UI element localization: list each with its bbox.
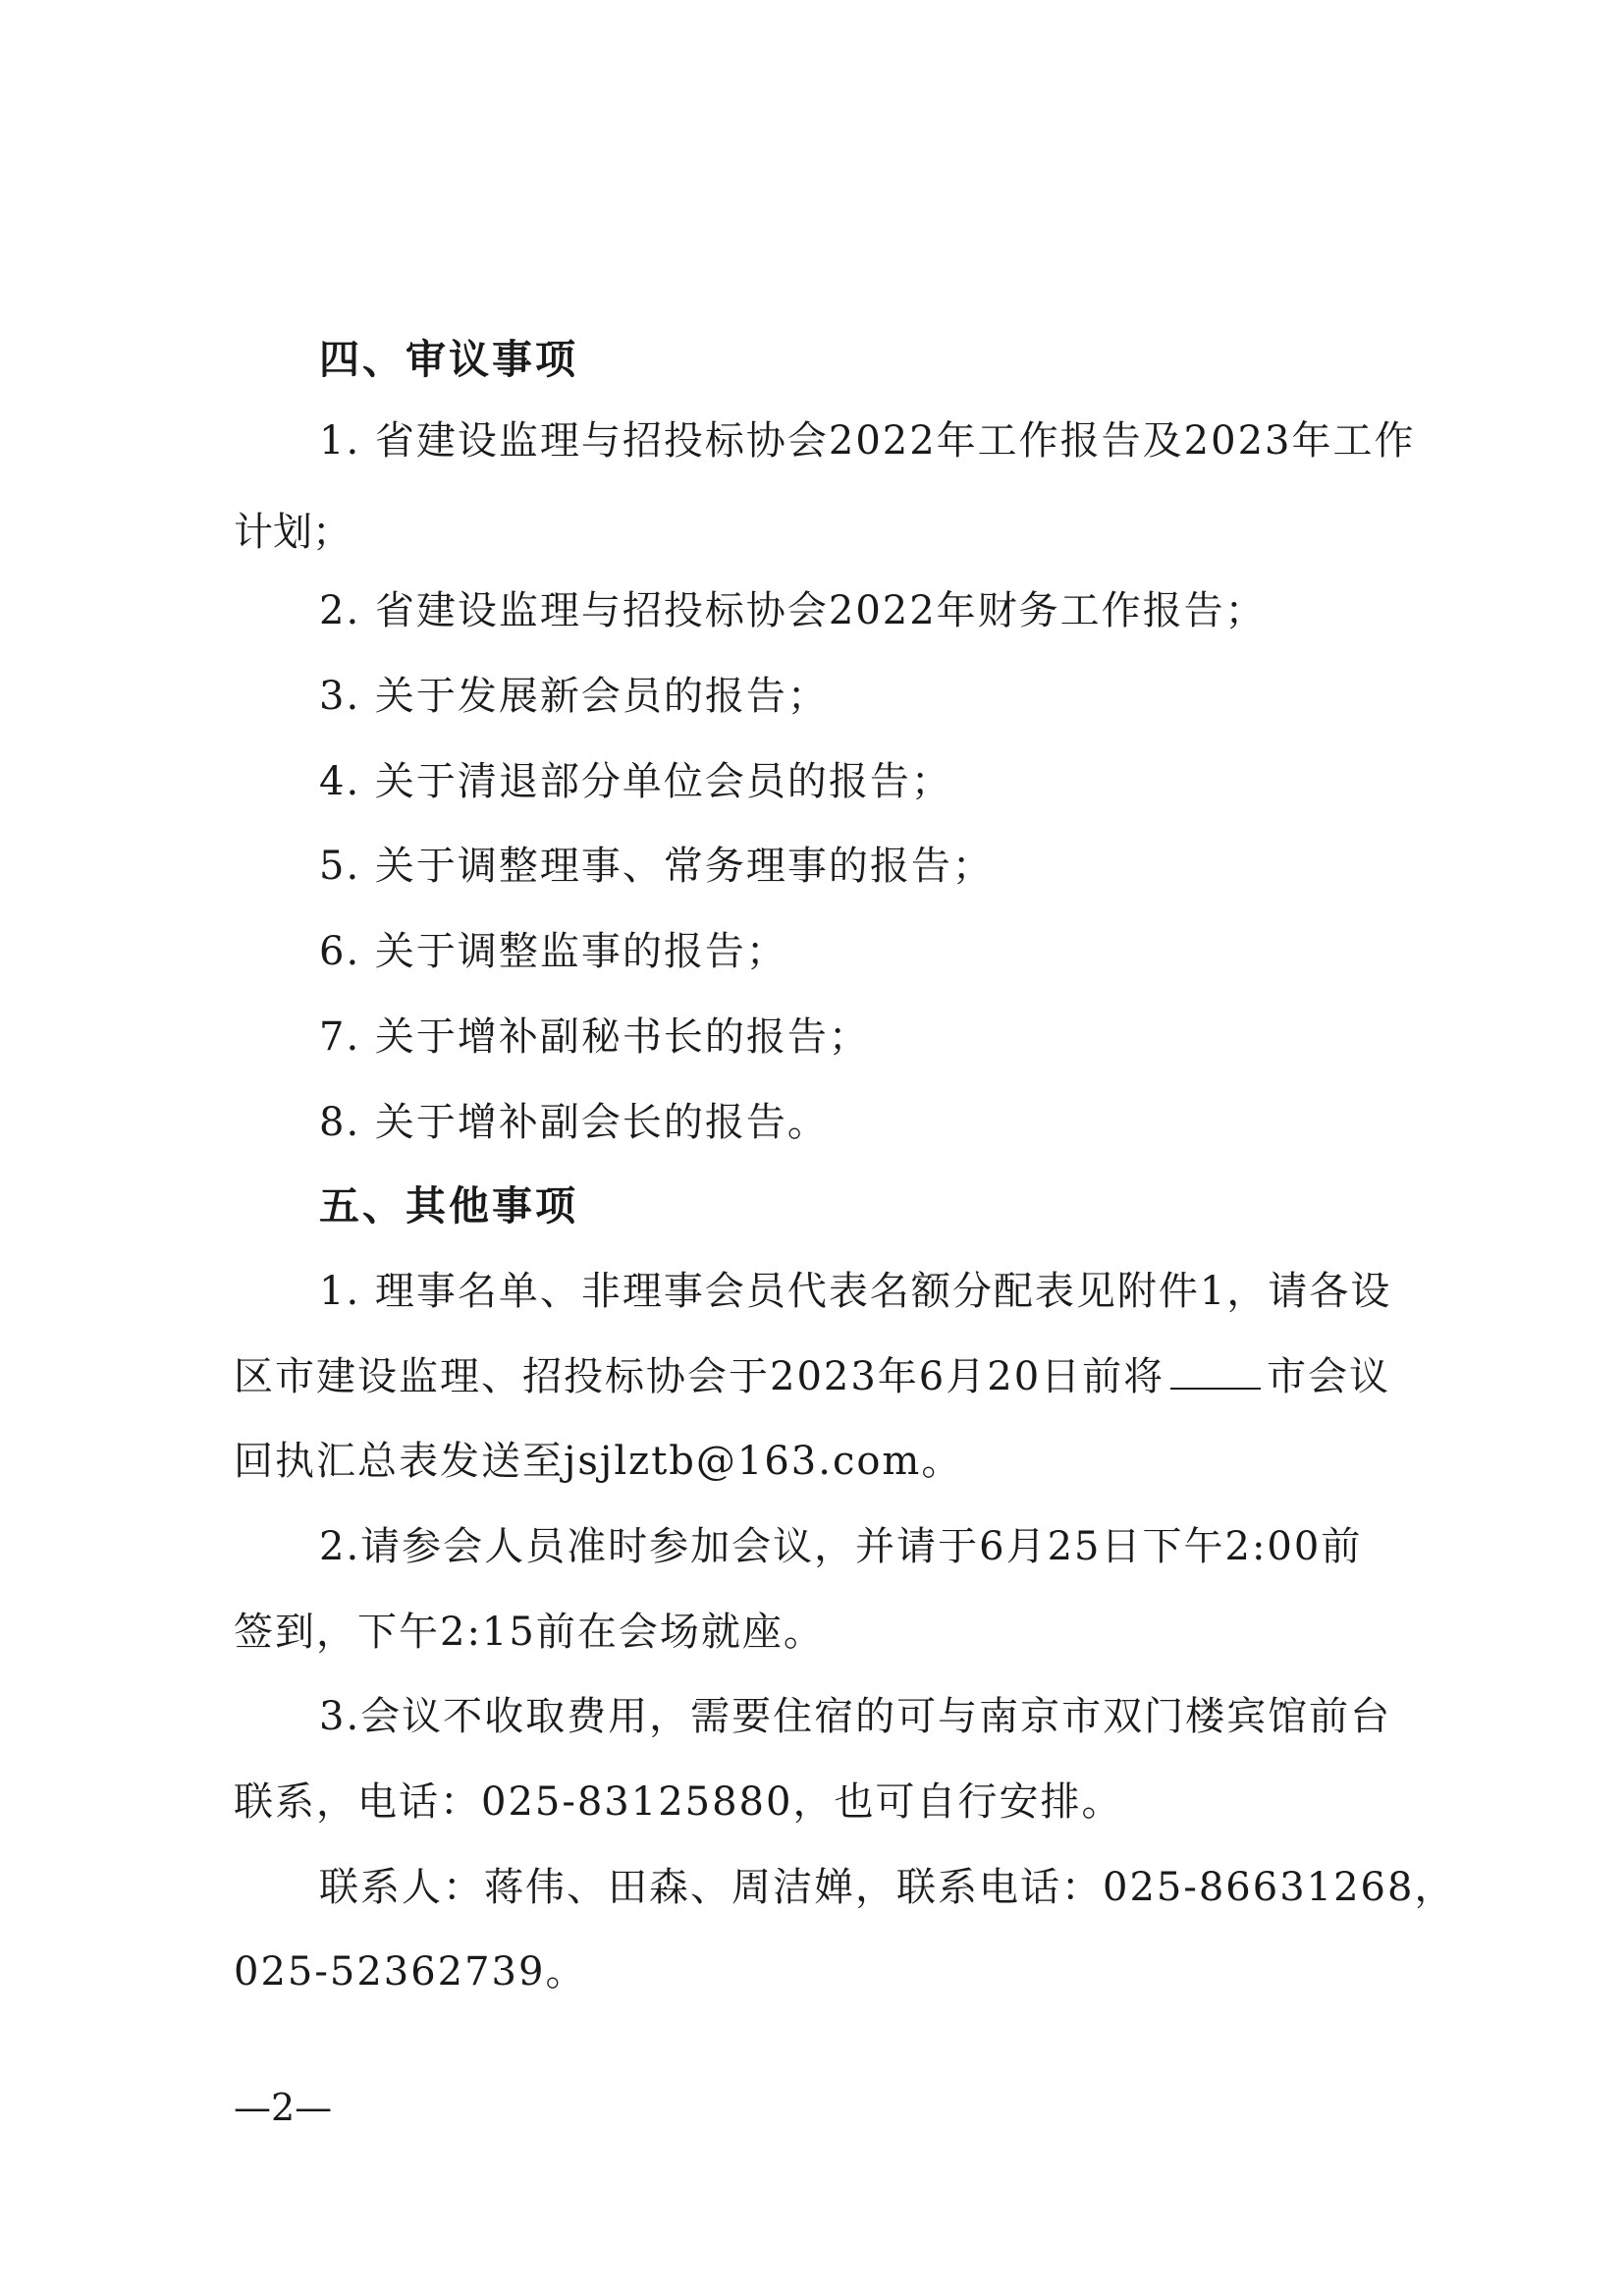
review-item-4: 4. 关于清退部分单位会员的报告； — [319, 759, 952, 804]
review-item-6: 6. 关于调整监事的报告； — [319, 929, 787, 974]
section-five-heading: 五、其他事项 — [319, 1182, 578, 1230]
review-item-8: 8. 关于增补副会长的报告。 — [319, 1100, 829, 1145]
page-number: —2— — [234, 2086, 333, 2129]
contact-line-2: 025-52362739。 — [234, 1949, 587, 1995]
fill-in-blank — [1170, 1358, 1261, 1390]
other-item-1-line-1: 1. 理事名单、非理事会员代表名额分配表见附件1，请各设 — [319, 1269, 1392, 1314]
other-item-3-line-2: 联系，电话：025-83125880，也可自行安排。 — [234, 1779, 1123, 1825]
section-four-heading: 四、审议事项 — [319, 336, 578, 383]
other-item-1-line-3: 回执汇总表发送至jsjlztb@163.com。 — [234, 1439, 963, 1484]
other-item-2-line-1: 2.请参会人员准时参加会议，并请于6月25日下午2:00前 — [319, 1524, 1363, 1569]
review-item-2: 2. 省建设监理与招投标协会2022年财务工作报告； — [319, 588, 1267, 633]
contact-line-1: 联系人：蒋伟、田森、周洁婵，联系电话：025-86631268， — [319, 1865, 1456, 1910]
review-item-5: 5. 关于调整理事、常务理事的报告； — [319, 844, 994, 889]
other-item-3-line-1: 3.会议不收取费用，需要住宿的可与南京市双门楼宾馆前台 — [319, 1694, 1392, 1739]
review-item-1-continued: 计划； — [234, 510, 352, 555]
other-item-1-line-2-end: 市会议 — [1267, 1354, 1391, 1399]
other-item-1-line-2 — [234, 1334, 1390, 1420]
review-item-7: 7. 关于增补副秘书长的报告； — [319, 1014, 870, 1060]
review-item-3: 3. 关于发展新会员的报告； — [319, 674, 829, 719]
review-item-1: 1. 省建设监理与招投标协会2022年工作报告及2023年工作 — [319, 418, 1416, 464]
other-item-2-line-2: 签到，下午2:15前在会场就座。 — [234, 1610, 825, 1655]
other-item-1-line-2-text: 区市建设监理、招投标协会于2023年6月20日前将 — [234, 1354, 1165, 1399]
